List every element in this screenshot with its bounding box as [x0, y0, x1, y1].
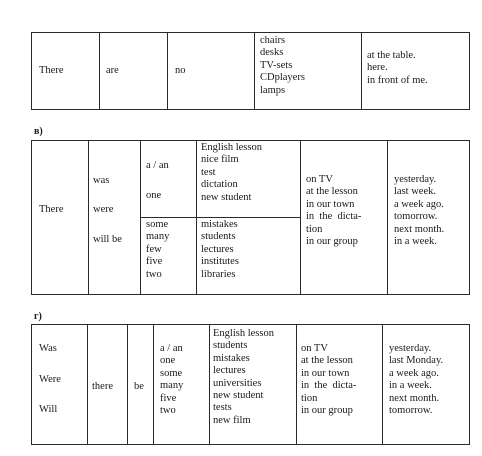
noun: lectures [213, 365, 246, 377]
det: some [160, 367, 183, 379]
noun: students [201, 231, 236, 243]
place: tion [306, 223, 323, 235]
time: next month. [389, 392, 440, 404]
place: in our town [306, 198, 355, 210]
time: yesterday. [389, 343, 432, 354]
table-b-subject: There [39, 204, 64, 215]
det: many [160, 380, 184, 392]
table-c-divider [382, 325, 383, 444]
table-c-times [389, 343, 443, 417]
table-a-divider [361, 33, 362, 109]
table-c-label: г) [34, 311, 42, 322]
noun: TV-sets [260, 59, 293, 71]
table-b-verb: was [93, 175, 110, 186]
table-c-divider [209, 325, 210, 444]
table-b-nouns-bottom [201, 219, 239, 281]
table-a-divider [99, 33, 100, 109]
table-a-negation: no [175, 65, 186, 76]
det: two [160, 405, 176, 417]
table-b-divider [88, 141, 89, 294]
place: in our group [306, 236, 358, 248]
place: in front of me. [367, 74, 428, 86]
det: two [146, 268, 162, 280]
table-b [31, 140, 470, 295]
table-a [31, 32, 470, 110]
det: one [160, 355, 176, 367]
noun: English lesson [213, 328, 274, 339]
place: in our town [301, 367, 350, 379]
noun: desks [260, 47, 284, 59]
table-b-divider [300, 141, 301, 294]
noun: libraries [201, 268, 236, 280]
noun: mistakes [201, 219, 238, 230]
table-c-verb: Was [39, 343, 57, 354]
table-a-divider [167, 33, 168, 109]
table-a-subject: There [39, 65, 64, 76]
table-b-row-divider [140, 217, 300, 218]
table-c [31, 324, 470, 445]
time: a week ago. [389, 367, 439, 379]
table-a-nouns [260, 35, 305, 97]
table-c-there: there [92, 381, 113, 392]
table-b-det: a / an [146, 160, 169, 171]
table-c-dets [160, 343, 183, 417]
table-b-places [306, 174, 361, 248]
table-c-divider [153, 325, 154, 444]
noun: new student [213, 390, 264, 402]
noun: chairs [260, 35, 286, 46]
noun: CDplayers [260, 72, 305, 84]
noun: new student [201, 191, 252, 203]
table-c-divider [296, 325, 297, 444]
place: in our group [301, 405, 353, 417]
noun: dictation [201, 179, 238, 191]
table-b-det-bottom [146, 219, 169, 281]
place: on TV [301, 343, 328, 354]
place: in the dicta- [306, 211, 362, 223]
noun: students [213, 340, 248, 352]
table-b-label: в) [34, 126, 43, 137]
table-b-divider [387, 141, 388, 294]
time: next month. [394, 223, 445, 235]
det: five [160, 392, 177, 404]
noun: institutes [201, 256, 239, 268]
det: few [146, 243, 162, 255]
table-c-divider [87, 325, 88, 444]
place: at the lesson [301, 355, 353, 367]
table-a-places [367, 50, 428, 87]
det: many [146, 231, 170, 243]
noun: universities [213, 377, 262, 389]
place: at the table. [367, 50, 416, 61]
noun: nice film [201, 154, 239, 166]
noun: lectures [201, 243, 234, 255]
table-b-nouns-top [201, 142, 262, 204]
noun: tests [213, 402, 232, 414]
time: last Monday. [389, 355, 444, 367]
table-b-times [394, 174, 444, 248]
det: five [146, 256, 163, 268]
time: a week ago. [394, 198, 444, 210]
table-c-verb: Will [39, 404, 58, 415]
time: last week. [394, 186, 436, 198]
det: a / an [160, 343, 183, 354]
noun: lamps [260, 84, 286, 96]
time: in a week. [394, 236, 437, 248]
det: some [146, 219, 169, 230]
time: tomorrow. [394, 211, 438, 223]
table-b-det: one [146, 190, 162, 201]
table-c-divider [127, 325, 128, 444]
place: on TV [306, 174, 333, 185]
place: here. [367, 62, 388, 74]
noun: new film [213, 414, 251, 426]
time: yesterday. [394, 174, 437, 185]
place: tion [301, 392, 318, 404]
table-b-verb: will be [93, 234, 122, 245]
place: at the lesson [306, 186, 358, 198]
place: in the dicta- [301, 380, 357, 392]
table-c-places [301, 343, 356, 417]
table-a-divider [254, 33, 255, 109]
time: in a week. [389, 380, 432, 392]
table-a-verb: are [106, 65, 119, 76]
table-c-verb: Were [39, 374, 61, 385]
table-b-verb: were [93, 204, 114, 215]
noun: English lesson [201, 142, 262, 153]
table-c-nouns [213, 328, 274, 427]
table-c-be: be [134, 381, 144, 392]
noun: mistakes [213, 352, 250, 364]
noun: test [201, 166, 216, 178]
time: tomorrow. [389, 405, 433, 417]
